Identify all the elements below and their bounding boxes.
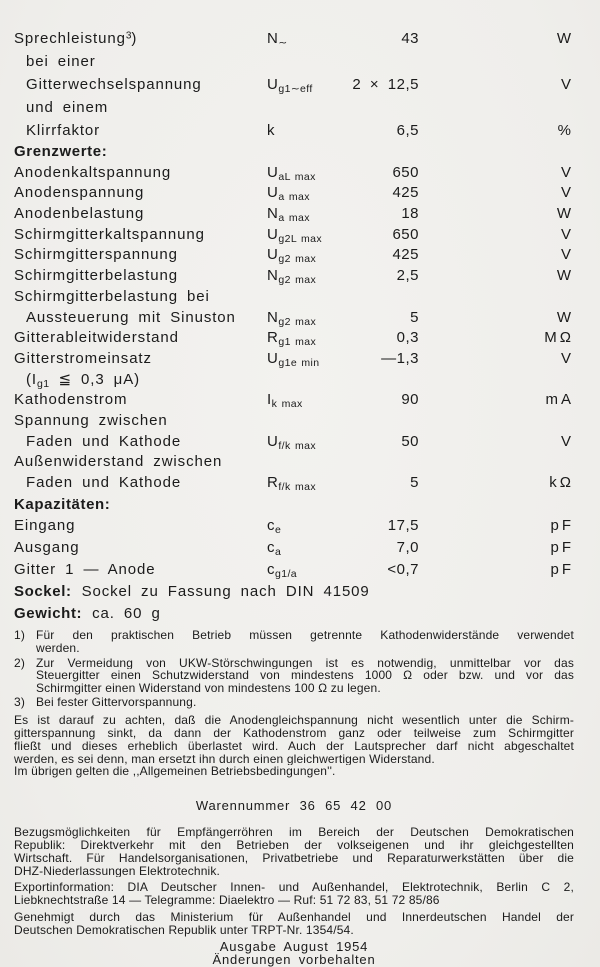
row-unit: V <box>560 163 574 181</box>
text-line: Exportinformation: DIA Deutscher Innen- und Außenhandel, Elektrotechnik, Berlin C 2, <box>14 881 574 895</box>
row-label: und einem <box>26 99 109 116</box>
row-value: 650 <box>392 163 419 181</box>
row-symbol: $U_{g1e min}$ <box>267 349 320 369</box>
row-symbol: $U_{a max}$ <box>267 184 310 204</box>
row-label: Aussteuerung mit Sinuston <box>26 308 236 326</box>
row-unit: pF <box>550 517 574 535</box>
row-unit: W <box>556 267 574 285</box>
text-line: Steuergitter einen Schutzwiderstand von mindestens 1000 Ω oder bzw. und vor das <box>36 669 574 683</box>
row-unit: W <box>556 205 574 223</box>
text-line: Liebknechtstraße 14 — Telegramme: Diaelektro — Ruf: 51 72 83, 51 72 85/86 <box>14 894 440 908</box>
row-label: ($I_{g1}$ ≦ 0,3 μA) <box>26 370 141 390</box>
footnote <box>14 629 574 655</box>
row-symbol: $R_{g1 max}$ <box>267 329 317 349</box>
row-value: 18 <box>401 205 419 223</box>
row-label: Schirmgitterspannung <box>14 246 178 264</box>
section-heading <box>14 142 574 163</box>
row-unit: V <box>560 349 574 367</box>
text-line: Bei fester Gittervorspannung. <box>36 696 197 710</box>
table-row <box>14 225 574 246</box>
row-value: 90 <box>401 391 419 409</box>
operating-note <box>14 714 574 778</box>
row-label: bei einer <box>26 53 96 70</box>
row-value: 425 <box>392 246 419 264</box>
text-line: Bezugsmöglichkeiten für Empfängerröhren im Bereich der Deutschen Demokratischen <box>14 826 574 840</box>
row-symbol: $I_{k max}$ <box>267 391 303 411</box>
table-row <box>14 559 574 581</box>
footnote-marker: 2) <box>14 655 25 670</box>
row-label: Gewicht: ca. 60 g <box>14 604 161 622</box>
edition-line: Ausgabe August 1954 <box>219 938 369 954</box>
table-row <box>14 163 574 184</box>
info-line <box>14 581 574 603</box>
row-symbol: $c_a$ <box>267 539 282 559</box>
row-value: 6,5 <box>396 122 419 139</box>
row-label: Faden und Kathode <box>26 432 182 450</box>
row-value: 7,0 <box>396 539 419 557</box>
table-row <box>14 119 574 142</box>
table-row <box>14 50 574 73</box>
characteristics-table <box>14 27 574 624</box>
table-row <box>14 204 574 225</box>
table-row <box>14 390 574 411</box>
row-label: Grenzwerte: <box>14 143 108 160</box>
row-label: Kathodenstrom <box>14 391 128 409</box>
table-row <box>14 537 574 559</box>
row-unit: V <box>560 432 574 450</box>
table-row <box>14 515 574 537</box>
table-row <box>14 73 574 96</box>
table-row <box>14 96 574 119</box>
row-label: Sockel: Sockel zu Fassung nach DIN 41509 <box>14 582 370 600</box>
note-paragraph <box>14 765 574 778</box>
row-value: 650 <box>392 225 419 243</box>
row-value: 425 <box>392 184 419 202</box>
row-value: 43 <box>401 30 419 47</box>
table-row <box>14 473 574 494</box>
table-row <box>14 370 574 391</box>
table-row <box>14 328 574 349</box>
text-line: Genehmigt durch das Ministerium für Außenhandel und Innerdeutschen Handel der <box>14 911 574 924</box>
row-label: Schirmgitterkaltspannung <box>14 225 205 243</box>
row-label: Kapazitäten: <box>14 495 111 513</box>
table-row <box>14 287 574 308</box>
row-unit: mA <box>545 391 574 409</box>
row-unit: W <box>556 308 574 326</box>
row-value: —1,3 <box>381 349 419 367</box>
row-symbol: $N_{a max}$ <box>267 205 310 225</box>
table-row <box>14 266 574 287</box>
row-value: 2 × 12,5 <box>352 76 419 93</box>
row-label: Gitterstromeinsatz <box>14 349 152 367</box>
footer <box>14 940 574 967</box>
row-value: 5 <box>410 474 419 491</box>
text-line: Schirmgitter einen Widerstand von mindestens 100 Ω zu legen. <box>36 682 381 695</box>
text-line: werden, es sei denn, man ersetzt ihn durch einen gleichwertigen Widerstand. <box>14 752 435 766</box>
text-line: Es ist darauf zu achten, daß die Anodengleichspannung nicht wesentlich unter die Schirm- <box>14 714 574 728</box>
text-line: Deutschen Demokratischen Republik unter TRPT-Nr. 1354/54. <box>14 923 354 937</box>
row-label: Schirmgitterbelastung <box>14 267 178 285</box>
info-line <box>14 603 574 625</box>
row-symbol: $U_{f/k max}$ <box>267 432 316 452</box>
row-label: Schirmgitterbelastung bei <box>14 287 210 305</box>
row-symbol: $U_{g2 max}$ <box>267 246 317 266</box>
row-label: Außenwiderstand zwischen <box>14 453 223 471</box>
table-row <box>14 349 574 370</box>
row-label: Anodenbelastung <box>14 205 145 223</box>
warennummer-line: Warennummer 36 65 42 00 <box>195 798 393 814</box>
row-value: <0,7 <box>387 561 419 579</box>
footnote-marker: 1) <box>14 628 25 643</box>
row-value: 5 <box>410 308 419 326</box>
row-unit: W <box>556 30 574 47</box>
row-unit: % <box>557 122 574 139</box>
table-row <box>14 27 574 50</box>
row-unit: kΩ <box>549 474 574 491</box>
row-unit: V <box>560 246 574 264</box>
row-symbol: $U_{g2L max}$ <box>267 225 323 245</box>
row-unit: V <box>560 225 574 243</box>
row-unit: V <box>560 76 574 93</box>
footnote-marker: 3) <box>14 695 25 710</box>
text-line: fließt und dieses erheblich überlastet wird. Auch der Lautsprecher darf nicht abgeschaltet <box>14 739 574 753</box>
row-unit: pF <box>550 539 574 557</box>
row-symbol: $R_{f/k max}$ <box>267 474 316 493</box>
row-value: 0,3 <box>396 329 419 347</box>
text-line: werden. <box>36 642 80 656</box>
row-value: 50 <box>401 432 419 450</box>
row-symbol: k <box>267 122 275 139</box>
row-value: 2,5 <box>396 267 419 285</box>
table-row <box>14 411 574 432</box>
row-unit: pF <box>550 561 574 579</box>
changes-line: Änderungen vorbehalten <box>212 952 376 967</box>
distribution-info <box>14 826 574 936</box>
paragraph <box>14 881 574 907</box>
row-symbol: $U_{g1\sim eff}$ <box>267 76 313 95</box>
row-symbol: $U_{aL max}$ <box>267 163 316 183</box>
text-line: Wirtschaft. Für Handelsorganisationen, Privatbetriebe und Reparaturwerkstätten über die <box>14 851 574 865</box>
row-symbol: $N_\sim$ <box>267 30 288 49</box>
row-label: Gitterableitwiderstand <box>14 329 179 347</box>
paragraph <box>14 826 574 877</box>
row-label: Gitterwechselspannung <box>26 76 202 93</box>
row-label: Ausgang <box>14 539 80 557</box>
text-line: Republik: Direktverkehr mit den Betrieben der volkseigenen und ihr gleichgestellten <box>14 839 574 852</box>
row-unit: V <box>560 184 574 202</box>
text-line: DHZ-Niederlassungen Elektrotechnik. <box>14 864 221 878</box>
row-symbol: $c_e$ <box>267 517 282 537</box>
row-label: Eingang <box>14 517 76 535</box>
row-label: Faden und Kathode <box>26 474 182 491</box>
row-label: Gitter 1 — Anode <box>14 561 156 579</box>
row-label: Klirrfaktor <box>26 122 101 139</box>
section-heading <box>14 494 574 516</box>
row-symbol: $N_{g2 max}$ <box>267 267 317 287</box>
row-symbol: $N_{g2 max}$ <box>267 308 317 328</box>
table-row <box>14 245 574 266</box>
text-line: gitterspannung sinkt, da dann der Kathodenstrom ganz oder teilweise zum Schirmgitter <box>14 727 574 740</box>
row-value: 17,5 <box>387 517 419 535</box>
row-label: Sprechleistung$^3$) <box>14 30 138 47</box>
row-symbol: $c_{g1/a}$ <box>267 561 298 581</box>
paragraph <box>14 911 574 937</box>
table-row <box>14 452 574 473</box>
text-line: Im übrigen gelten die ,,Allgemeinen Betriebsbedingungen''. <box>14 765 336 779</box>
row-label: Spannung zwischen <box>14 411 168 429</box>
table-row <box>14 432 574 453</box>
table-row <box>14 183 574 204</box>
row-label: Anodenspannung <box>14 184 145 202</box>
row-label: Anodenkaltspannung <box>14 163 172 181</box>
note-paragraph <box>14 714 574 765</box>
text-line: Zur Vermeidung von UKW-Störschwingungen ist es notwendig, unmittelbar vor das <box>36 656 574 670</box>
table-row <box>14 308 574 329</box>
row-unit: MΩ <box>544 329 574 347</box>
footnotes <box>14 629 574 709</box>
text-line: Für den praktischen Betrieb müssen getrennte Kathodenwiderstände verwendet <box>36 629 574 643</box>
footnote <box>14 696 574 709</box>
footnote <box>14 657 574 695</box>
